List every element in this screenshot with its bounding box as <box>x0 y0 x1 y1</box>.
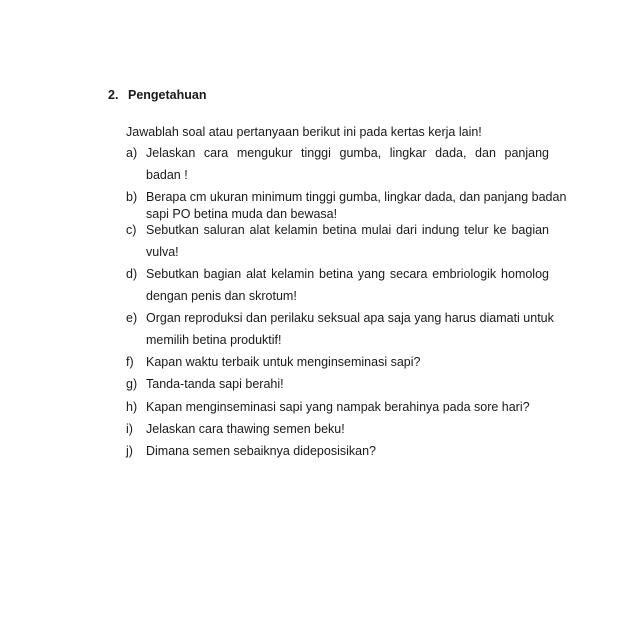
question-text-line: vulva! <box>146 245 179 259</box>
question-label: i) <box>126 422 133 436</box>
question-text-line: badan ! <box>146 168 188 182</box>
question-text-line: Sebutkan bagian alat kelamin betina yang secara embriologik homolog <box>146 267 549 281</box>
question-text-line: sapi PO betina muda dan bewasa! <box>146 207 338 221</box>
question-label: f) <box>126 355 134 369</box>
question-text-line: Tanda-tanda sapi berahi! <box>146 377 284 391</box>
question-label: e) <box>126 311 138 325</box>
question-label: b) <box>126 190 138 204</box>
question-text-line: Kapan menginseminasi sapi yang nampak berahinya pada sore hari? <box>146 400 530 414</box>
question-text-line: Berapa cm ukuran minimum tinggi gumba, lingkar dada, dan panjang badan <box>146 190 567 204</box>
question-label: h) <box>126 400 138 414</box>
question-text-line: Dimana semen sebaiknya dideposisikan? <box>146 444 376 458</box>
question-label: j) <box>126 444 133 458</box>
question-text-line: Jelaskan cara mengukur tinggi gumba, lingkar dada, dan panjang <box>146 146 549 160</box>
question-text-line: Sebutkan saluran alat kelamin betina mulai dari indung telur ke bagian <box>146 223 549 237</box>
question-text-line: dengan penis dan skrotum! <box>146 289 297 303</box>
question-label: g) <box>126 377 138 391</box>
question-text-line: Organ reproduksi dan perilaku seksual apa saja yang harus diamati untuk <box>146 311 554 325</box>
question-label: c) <box>126 223 137 237</box>
section-title: Pengetahuan <box>128 88 207 102</box>
question-text-line: Jelaskan cara thawing semen beku! <box>146 422 345 436</box>
section-heading <box>108 88 207 102</box>
question-label: a) <box>126 146 138 160</box>
section-number: 2. <box>108 88 119 102</box>
question-label: d) <box>126 267 138 281</box>
question-text-line: Kapan waktu terbaik untuk menginseminasi sapi? <box>146 355 421 369</box>
instruction-text: Jawablah soal atau pertanyaan berikut ini pada kertas kerja lain! <box>126 125 482 139</box>
question-text-line: memilih betina produktif! <box>146 333 282 347</box>
